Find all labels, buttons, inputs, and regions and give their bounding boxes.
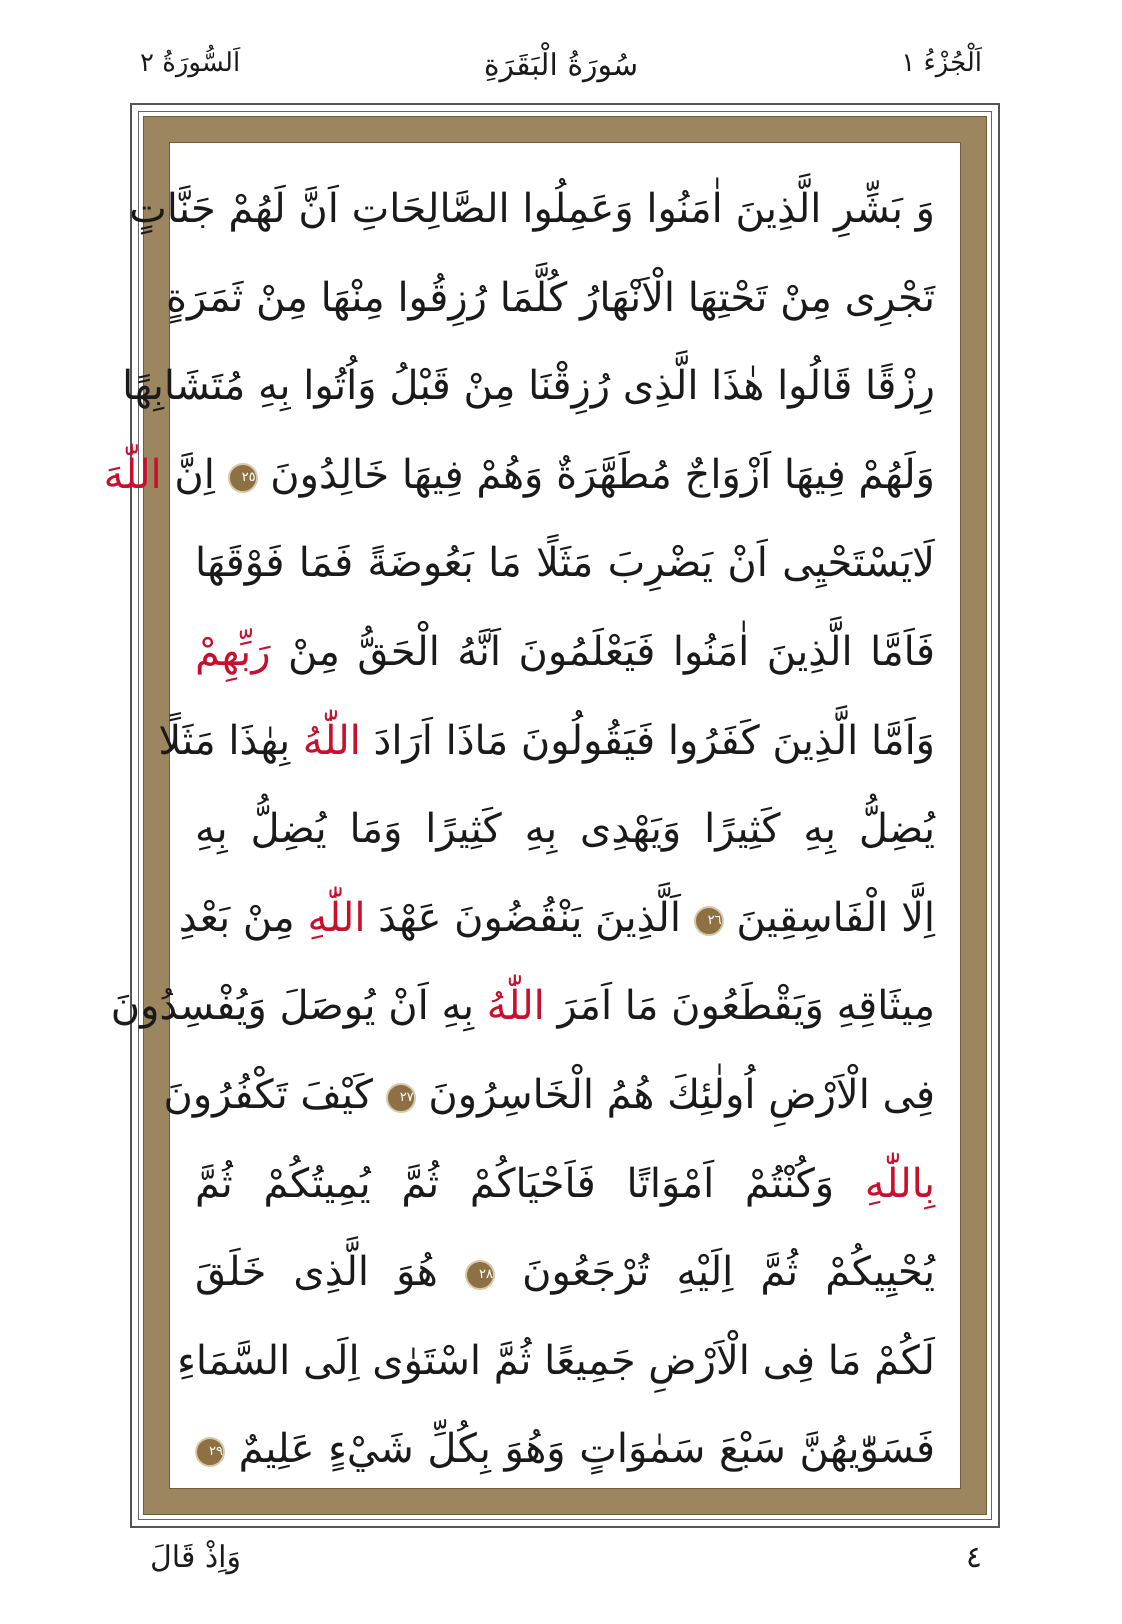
divine-name-text: اللّٰهُ: [302, 717, 361, 764]
verse-text: تَجْرِى مِنْ تَحْتِهَا الْاَنْهَارُ كُلَّمَا رُزِقُوا مِنْهَا مِنْ ثَمَرَةٍ: [166, 274, 935, 321]
verse-text: لَكُمْ مَا فِى الْاَرْضِ جَمِيعًا ثُمَّ اسْتَوٰى اِلَى السَّمَاءِ: [177, 1337, 935, 1384]
divine-name-text: اللّٰهُ: [486, 983, 545, 1030]
ayah-number-marker: ٢٩: [195, 1437, 225, 1467]
page-header: [0, 48, 1122, 98]
verse-text: وَلَهُمْ فِيهَا اَزْوَاجٌ مُطَهَّرَةٌ وَهُمْ فِيهَا خَالِدُونَ: [257, 451, 935, 498]
verse-line: [158, 697, 935, 786]
verse-text: وَ بَشِّرِ الَّذِينَ اٰمَنُوا وَعَمِلُوا الصَّالِحَاتِ اَنَّ لَهُمْ جَنَّاتٍ: [129, 186, 935, 232]
ayah-number-marker: ٢٥: [228, 463, 258, 493]
verse-text: وَكُنْتُمْ اَمْوَاتًا فَاَحْيَاكُمْ ثُمَّ يُمِيتُكُمْ ثُمَّ: [195, 1160, 865, 1207]
verse-text: يُضِلُّ بِهِ كَثِيرًا وَيَهْدِى بِهِ كَثِيرًا وَمَا يُضِلُّ بِهِ: [195, 806, 935, 853]
verse-line: [122, 342, 935, 431]
verse-line: [195, 1228, 935, 1317]
ayah-number-marker: ٢٨: [465, 1260, 495, 1290]
divine-name-text: اللّٰهَ: [103, 451, 162, 498]
verse-line: [177, 1317, 935, 1406]
frame-border-band: [103, 116, 987, 1515]
verse-text: لَايَسْتَحْيِى اَنْ يَضْرِبَ مَثَلًا مَا بَعُوضَةً فَمَا فَوْقَهَا: [195, 540, 935, 587]
verse-text: بِهٰذَا مَثَلًا: [158, 717, 303, 764]
verse-text: يُحْيِيكُمْ ثُمَّ اِلَيْهِ تُرْجَعُونَ: [494, 1249, 936, 1296]
verse-text: فَاَمَّا الَّذِينَ اٰمَنُوا فَيَعْلَمُونَ اَنَّهُ الْحَقُّ مِنْ: [270, 628, 935, 675]
verse-line: [129, 165, 935, 254]
verse-text: فَسَوّٰيهُنَّ سَبْعَ سَمٰوَاتٍ وَهُوَ بِكُلِّ شَيْءٍ عَلِيمٌ: [225, 1426, 935, 1473]
verse-line: [195, 785, 935, 874]
catchword: وَاِذْ قَالَ: [150, 1540, 241, 1575]
verse-text: اِنَّ: [161, 451, 228, 498]
verse-line: [195, 519, 935, 608]
verse-line: [195, 608, 935, 697]
verse-text: مِنْ بَعْدِ: [178, 894, 308, 941]
verse-text: وَاَمَّا الَّذِينَ كَفَرُوا فَيَقُولُونَ مَاذَا اَرَادَ: [360, 717, 935, 764]
verse-lines: [103, 165, 936, 1494]
divine-name-text: بِاللّٰهِ: [864, 1160, 935, 1207]
verse-line: [163, 1051, 935, 1140]
verse-text: فِى الْاَرْضِ اُولٰئِكَ هُمُ الْخَاسِرُونَ: [415, 1071, 935, 1118]
verse-line: [103, 431, 935, 520]
verse-text: مِيثَاقِهِ وَيَقْطَعُونَ مَا اَمَرَ: [544, 983, 935, 1030]
ayah-number-marker: ٢٦: [694, 906, 724, 936]
surah-number-label: اَلسُّورَةُ ٢: [140, 48, 241, 78]
verse-text: بِهِ اَنْ يُوصَلَ وَيُفْسِدُونَ: [110, 983, 487, 1030]
verse-text: رِزْقًا قَالُوا هٰذَا الَّذِى رُزِقْنَا مِنْ قَبْلُ وَاُتُوا بِهِ مُتَشَابِهًا: [122, 363, 935, 410]
ayah-number-marker: ٢٧: [386, 1083, 416, 1113]
divine-name-text: رَبِّهِمْ: [195, 628, 271, 675]
verse-line: [195, 1140, 935, 1229]
verse-text: هُوَ الَّذِى خَلَقَ: [195, 1249, 465, 1296]
surah-title: سُورَةُ الْبَقَرَةِ: [483, 48, 639, 83]
verse-text: كَيْفَ تَكْفُرُونَ: [163, 1071, 386, 1118]
verse-line: [166, 254, 935, 343]
juz-label: اَلْجُزْءُ ١: [901, 48, 982, 78]
verse-line: [178, 874, 935, 963]
divine-name-text: اللّٰهِ: [307, 894, 366, 941]
text-panel: [103, 142, 961, 1489]
verse-text: اِلَّا الْفَاسِقِينَ: [723, 894, 935, 941]
page-frame: [103, 103, 1000, 1528]
verse-line: [195, 1405, 935, 1494]
page-number: ٤: [965, 1540, 982, 1575]
verse-line: [110, 962, 935, 1051]
verse-text: اَلَّذِينَ يَنْقُضُونَ عَهْدَ: [365, 894, 694, 941]
